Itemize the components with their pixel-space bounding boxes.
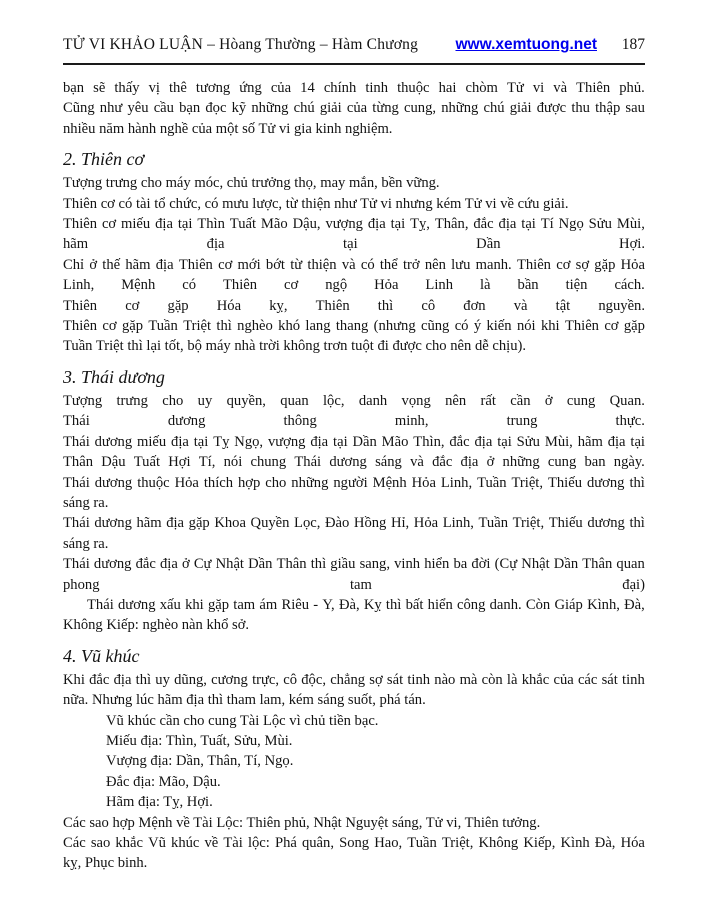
text-line: Thái dương hãm địa gặp Khoa Quyền Lọc, Đào Hồng Hỉ, Hỏa Linh, Tuần Triệt, Thiếu dương thì — [63, 515, 645, 532]
text-line: Khi đắc địa thì uy dũng, cương trực, cô độc, chẳng sợ sát tinh nào mà còn là khắc của các sát tinh — [63, 671, 645, 688]
header-divider — [63, 63, 645, 65]
text-line: Vượng địa: Dần, Thân, Tí, Ngọ. — [106, 753, 294, 770]
text-line: Các sao hợp Mệnh về Tài Lộc: Thiên phủ, Nhật Nguyệt sáng, Tử vi, Thiên tưởng. — [63, 814, 541, 831]
website-link[interactable]: www.xemtuong.net — [455, 36, 597, 53]
text-line: Không Kiếp: nghèo nàn khổ sở. — [63, 617, 250, 634]
section-heading: 4. Vũ khúc — [63, 645, 140, 666]
text-line: Vũ khúc cần cho cung Tài Lộc vì chủ tiền bạc. — [106, 712, 379, 729]
text-line: Thân Dậu Tuất Hợi Tí, nói chung Thái dương sáng và đắc địa ở những cung ban ngày. — [63, 454, 645, 471]
text-line: Tượng trưng cho uy quyền, quan lộc, danh vọng nên rất cần ở cung Quan. — [63, 392, 645, 409]
text-line: Thái dương miếu địa tại Tỵ Ngọ, vượng địa tại Dần Mão Thìn, đắc địa tại Sửu Mùi, hãm địa tại — [63, 433, 645, 450]
text-line: Các sao khắc Vũ khúc về Tài lộc: Phá quân, Song Hao, Tuần Triệt, Không Kiếp, Kình Đà, Hóa — [63, 835, 645, 851]
text-line: Thiên cơ gặp Hóa kỵ, Thiên thì cô đơn và tật nguyền. — [63, 297, 645, 314]
text-line: hãm địa tại Dần Hợi. — [63, 236, 645, 253]
text-line: kỵ, Phục binh. — [63, 855, 148, 872]
intro-paragraph — [63, 78, 645, 139]
page-number: 187 — [621, 36, 645, 53]
text-line: Thái dương thuộc Hỏa thích hợp cho những người Mệnh Hỏa Linh, Tuần Triệt, Thiếu dương thì — [63, 474, 645, 491]
text-line: Miếu địa: Thìn, Tuất, Sửu, Mùi. — [106, 732, 293, 749]
document-body — [63, 78, 645, 874]
text-line: bạn sẽ thấy vị thê tương ứng của 14 chính tinh thuộc hai chòm Tử vi và Thiên phủ. — [63, 80, 645, 96]
document-header-title: TỬ VI KHẢO LUẬN – Hòang Thường – Hàm Chương — [63, 36, 419, 53]
text-line: sáng ra. — [63, 494, 109, 511]
text-line: Thái dương thông minh, trung thực. — [63, 413, 645, 430]
text-line: Thiên cơ miếu địa tại Thìn Tuất Mão Dậu, vượng địa tại Tỵ, Thân, đắc địa tại Tí Ngọ Sửu Mùi, — [63, 216, 645, 233]
text-line: Đắc địa: Mão, Dậu. — [106, 773, 221, 790]
text-line: nữa. Nhưng lúc hãm địa thì tham lam, kém sáng suốt, phá tán. — [63, 692, 426, 709]
text-line: Chỉ ở thế hãm địa Thiên cơ mới bớt từ thiện và có thể trở nên lưu manh. Thiên cơ sợ gặp Hỏa — [63, 256, 645, 273]
section-heading: 3. Thái dương — [63, 366, 165, 387]
text-line: Thái dương đắc địa ở Cự Nhật Dần Thân thì giầu sang, vinh hiển ba đời (Cự Nhật Dần Thân quan — [63, 556, 645, 573]
section-thai-duong — [63, 366, 645, 636]
text-line: Thái dương xấu khi gặp tam ám Riêu - Y, Đà, Kỵ thì bất hiển công danh. Còn Giáp Kình, Đà, — [87, 596, 645, 613]
text-line: Thiên cơ có tài tổ chức, có mưu lược, từ thiện như Tử vi nhưng kém Tử vi về cứu giải. — [63, 195, 569, 212]
section-thien-co — [63, 148, 645, 357]
section-heading: 2. Thiên cơ — [63, 149, 145, 170]
text-line: phong tam đại) — [63, 576, 645, 593]
text-line: Tuần Triệt thì lại tốt, bộ máy nhà trời không trơn tuột đi được cho nên dễ chịu). — [63, 338, 527, 355]
section-vu-khuc — [63, 645, 645, 874]
text-line: sáng ra. — [63, 535, 109, 552]
text-line: Tượng trưng cho máy móc, chủ trưởng thọ, may mắn, bền vững. — [63, 175, 440, 192]
text-line: Thiên cơ gặp Tuần Triệt thì nghèo khó lang thang (nhưng cũng có ý kiến nói khi Thiên cơ gặp — [63, 318, 645, 335]
text-line: Cũng như yêu cầu bạn đọc kỹ những chú giải của từng cung, những chú giải được thu thập sau — [63, 100, 645, 117]
page-header — [63, 36, 645, 54]
text-line: Hãm địa: Tỵ, Hợi. — [106, 794, 213, 811]
text-line: nhiều năm hành nghề của một số Tử vi gia kinh nghiệm. — [63, 120, 393, 137]
text-line: Linh, Mệnh có Thiên cơ ngộ Hỏa Linh là bần tiện cách. — [63, 277, 645, 294]
